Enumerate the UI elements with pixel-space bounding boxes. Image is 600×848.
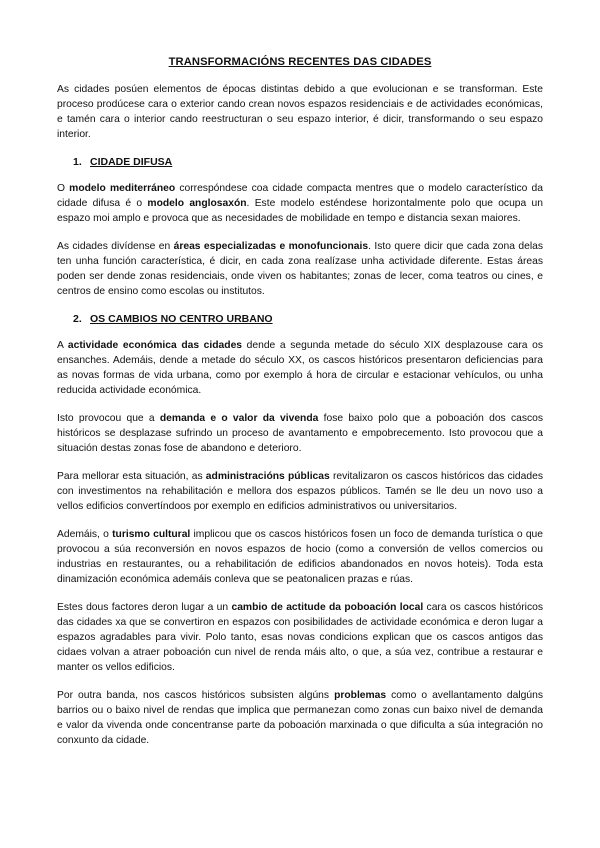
section-1-number: 1. (73, 156, 82, 168)
bold-term: turismo cultural (112, 529, 191, 540)
section-2-number: 2. (73, 313, 82, 325)
section-2-paragraph-4: Ademáis, o turismo cultural implicou que os cascos históricos fosen un foco de demanda turística o que provocou a súa reconversión en novos espazos de hocio (como a conversión de vellos comercios ou industrias en restaurantes, ou a rehabilitación de edificios abandonados en novos hoteis). Toda esta dinamización económica ademáis conleva que se peatonalicen prazas e rúas. (57, 529, 544, 585)
section-2-paragraph-3: Para mellorar esta situación, as administracións públicas revitalizaron os cascos históricos das cidades con investimentos na rehabilitación e mellora dos espazos públicos. Tamén se lle deu un novo uso a vellos edificios convertíndoos por exemplo en edificios administrativos ou universitarios. (57, 471, 543, 512)
bold-term: modelo mediterráneo (69, 183, 176, 194)
section-1-paragraph-1: O modelo mediterráneo correspóndese coa cidade compacta mentres que o modelo característico da cidade difusa é o modelo anglosaxón. Este modelo esténdese horizontalmente polo que ocupa un espazo moi amplo e provoca que as necesidades de mobilidade en tempo e distancia sexan maiores. (57, 183, 544, 224)
section-1-paragraph-2: As cidades divídense en áreas especializadas e monofuncionais. Isto quere dicir que cada zona delas ten unha función característica, é dicir, en cada zona realízase unha actividade diferente. Estas áreas poden ser dende zonas residenciais, onde viven os habitantes; zonas de lecer, coma teatros ou cines, e centros de ensino como escolas ou institutos. (57, 241, 543, 297)
bold-term: demanda e o valor da vivenda (159, 413, 319, 424)
bold-term: áreas especializadas e monofuncionais (173, 241, 369, 252)
section-2-paragraph-1: A actividade económica das cidades dende a segunda metade do século XIX desplazouse cara os ensanches. Ademáis, dende a metade do século XX, os cascos históricos presentaron deficiencias para as novas formas de vida urbana, como por exemplo á hora de circular e estacionar vehículos, ou unha reducida actividade económica. (57, 340, 543, 396)
bold-term: problemas (334, 690, 387, 701)
section-2-title: OS CAMBIOS NO CENTRO URBANO (90, 313, 273, 325)
intro-paragraph: As cidades posúen elementos de épocas distintas debido a que evolucionan e se transforman. Este proceso prodúcese cara o exterior cando crean novos espazos residenciais e de actividades económicas, e tamén cara o interior cando reestructuran o seu espazo interior, é dicir, transformando o seu espazo interior. (57, 84, 543, 140)
bold-term: modelo anglosaxón (147, 198, 247, 209)
section-1-title: CIDADE DIFUSA (90, 156, 173, 168)
section-2-heading (73, 312, 543, 327)
section-2-paragraph-2: Isto provocou que a demanda e o valor da vivenda fose baixo polo que a poboación dos cascos históricos se desplazase sufrindo un proceso de avantamento e empobrecemento. Isto provocou que a situación destas zonas fose de abandono e deterioro. (57, 413, 544, 454)
document-title: TRANSFORMACIÓNS RECENTES DAS CIDADES (168, 56, 432, 68)
section-1-heading (73, 155, 543, 170)
section-2-paragraph-5: Estes dous factores deron lugar a un cambio de actitude da poboación local cara os cascos históricos das cidades xa que se convertiron en espazos con posibilidades de actividade económica e deron lugar a espazos agradables para vivir. Polo tanto, esas novas condicions explican que os cascos antigos das cidaes volvan a atraer poboación cun nivel de renda máis alto, o que, a súa vez, contribue a restaurar e manter os vellos edificios. (57, 602, 543, 673)
bold-term: cambio de actitude da poboación local (231, 602, 424, 613)
bold-term: actividade económica das cidades (67, 340, 243, 351)
section-2-paragraph-6: Por outra banda, nos cascos históricos subsisten algúns problemas como o avellantamento dalgúns barrios ou o baixo nivel de rendas que implica que permanezan como zonas cun baixo nivel de demanda e valor da vivenda onde concentranse parte da poboación marxinada o que dificulta a súa integración no conxunto da cidade. (57, 690, 543, 746)
bold-term: administracións públicas (205, 471, 330, 482)
